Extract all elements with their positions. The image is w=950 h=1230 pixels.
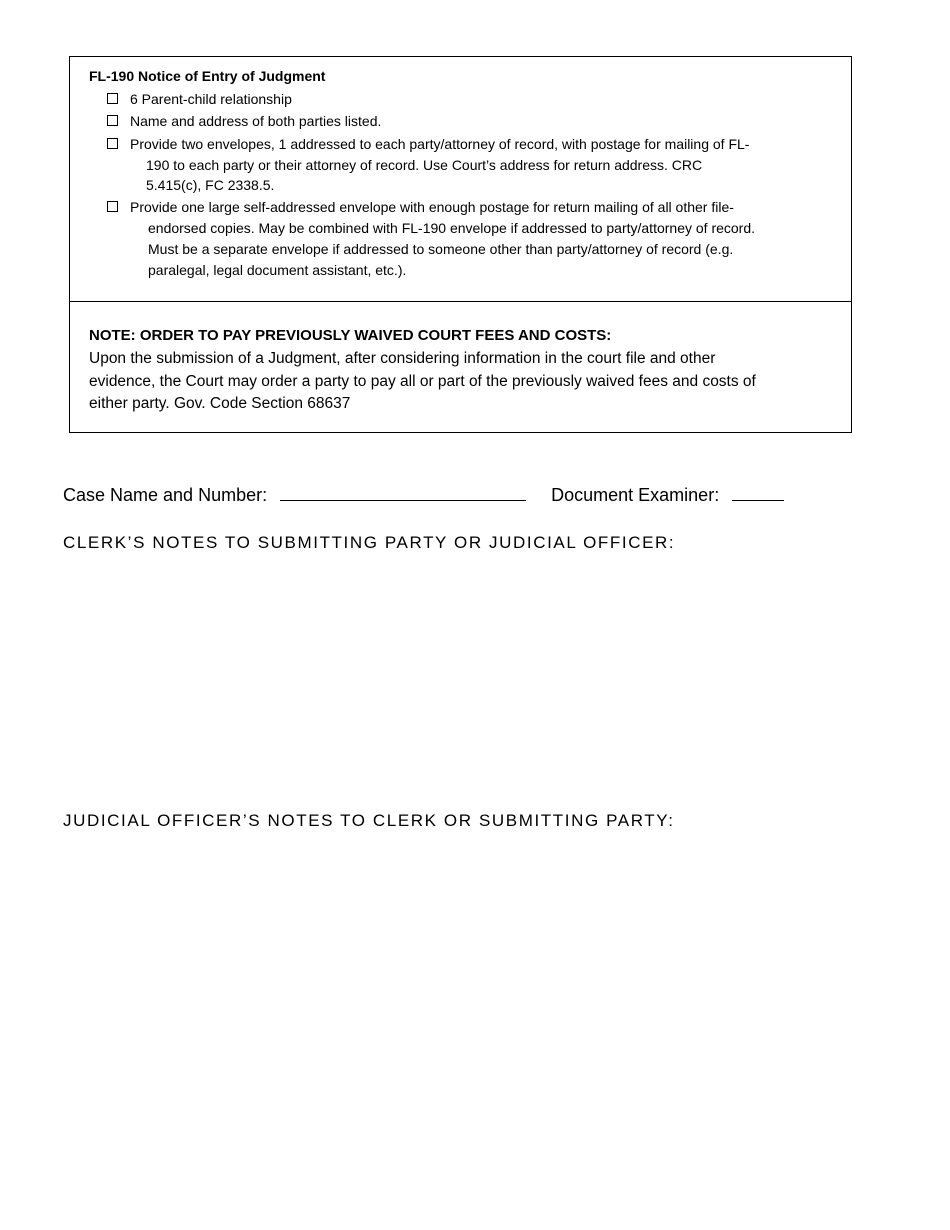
checklist-item-text-cont: 190 to each party or their attorney of record. Use Court’s address for return address. CRC (146, 157, 703, 173)
checklist-item-text-cont: Must be a separate envelope if addressed to someone other than party/attorney of record (e.g. (148, 241, 734, 257)
clerk-notes-area[interactable] (63, 565, 853, 800)
judicial-notes-area[interactable] (63, 843, 853, 1203)
checklist-item-text: Name and address of both parties listed. (130, 113, 382, 129)
clerk-notes-heading: CLERK’S NOTES TO SUBMITTING PARTY OR JUDICIAL OFFICER: (63, 533, 676, 552)
checkbox[interactable] (107, 93, 118, 104)
note-title: NOTE: ORDER TO PAY PREVIOUSLY WAIVED COURT FEES AND COSTS: (89, 327, 612, 344)
checklist-item-text: Provide two envelopes, 1 addressed to each party/attorney of record, with postage for mailing of FL- (130, 136, 750, 152)
fl190-title: FL-190 Notice of Entry of Judgment (89, 68, 326, 84)
document-examiner-label: Document Examiner: (551, 485, 720, 505)
judicial-notes-heading: JUDICIAL OFFICER’S NOTES TO CLERK OR SUBMITTING PARTY: (63, 811, 675, 830)
checklist-item-text-cont: paralegal, legal document assistant, etc.). (148, 262, 407, 278)
checklist-item-text-cont: 5.415(c), FC 2338.5. (146, 177, 275, 193)
checklist-item-text: 6 Parent-child relationship (130, 91, 292, 107)
checkbox[interactable] (107, 138, 118, 149)
note-line: evidence, the Court may order a party to pay all or part of the previously waived fees and costs of (89, 372, 756, 390)
requirements-box (69, 56, 852, 433)
checkbox[interactable] (107, 115, 118, 126)
note-line: Upon the submission of a Judgment, after considering information in the court file and other (89, 350, 716, 367)
note-body (89, 348, 839, 416)
document-examiner-field[interactable] (732, 482, 784, 501)
case-name-label: Case Name and Number: (63, 485, 268, 505)
case-name-field[interactable] (280, 482, 526, 501)
fl190-checklist-section (70, 57, 851, 302)
checkbox[interactable] (107, 201, 118, 212)
checklist-item-text: Provide one large self-addressed envelope with enough postage for return mailing of all other file- (130, 199, 734, 215)
case-info-line (63, 482, 784, 506)
note-line: either party. Gov. Code Section 68637 (89, 395, 351, 412)
checklist-item-text-cont: endorsed copies. May be combined with FL-190 envelope if addressed to party/attorney of record. (148, 220, 756, 236)
